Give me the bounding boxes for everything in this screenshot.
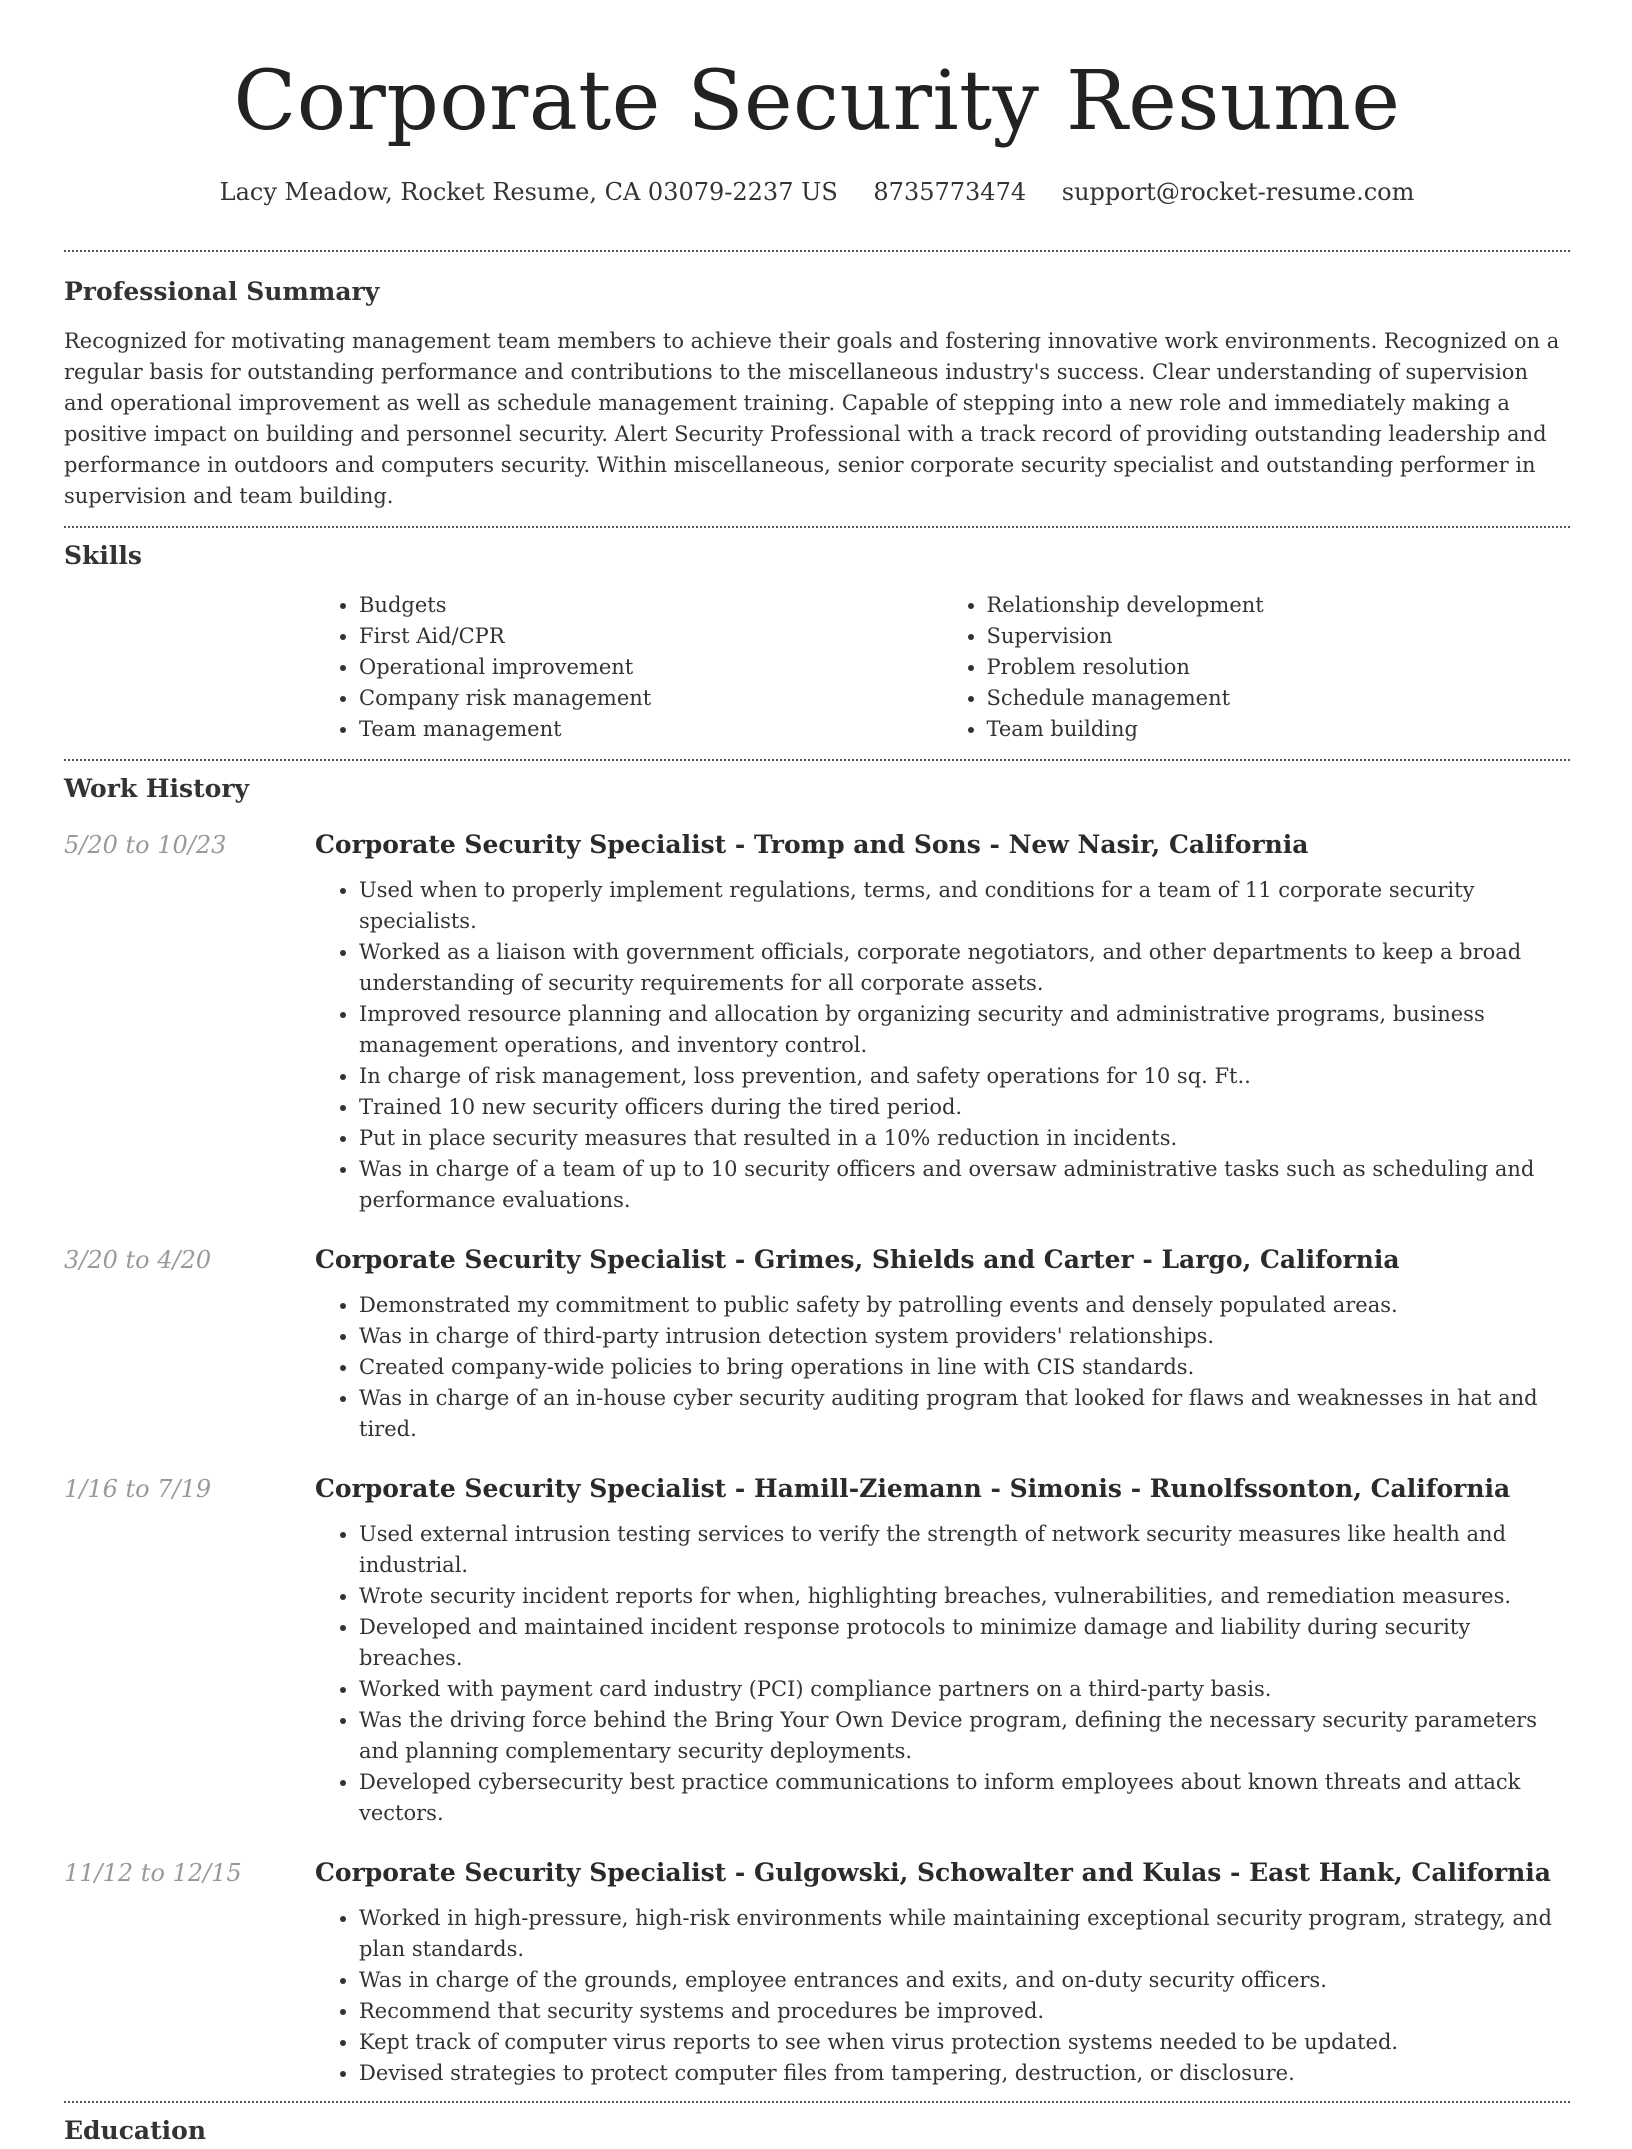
job-bullet: • Kept track of computer virus reports to see when virus protection systems needed to be updated. bbox=[359, 2027, 1570, 2058]
skills-column-right bbox=[943, 590, 1571, 745]
job-bullet: • Was in charge of a team of up to 10 security officers and oversaw administrative tasks such as scheduling and performance evaluations. bbox=[359, 1154, 1570, 1216]
job-title: Corporate Security Specialist - Hamill-Ziemann - Simonis - Runolfssonton, California bbox=[315, 1474, 1511, 1503]
job-bullets bbox=[315, 1903, 1570, 2089]
job-body bbox=[315, 827, 1570, 1216]
job-bullet: • Created company-wide policies to bring operations in line with CIS standards. bbox=[359, 1352, 1570, 1383]
summary-section bbox=[64, 252, 1570, 512]
skill-item: • Supervision bbox=[987, 621, 1571, 652]
job-bullet: • Worked as a liaison with government officials, corporate negotiators, and other departments to keep a broad understanding of security requirements for all corporate assets. bbox=[359, 937, 1570, 999]
job-bullet: • Used when to properly implement regulations, terms, and conditions for a team of 11 corporate security specialists. bbox=[359, 875, 1570, 937]
job-body bbox=[315, 1855, 1570, 2089]
skills-column-left bbox=[315, 590, 943, 745]
job-bullet: • Put in place security measures that resulted in a 10% reduction in incidents. bbox=[359, 1123, 1570, 1154]
section-heading-education: Education bbox=[64, 2116, 207, 2145]
education-section bbox=[64, 2103, 1570, 2149]
job-bullet: • Improved resource planning and allocation by organizing security and administrative programs, business management operations, and inventory control. bbox=[359, 999, 1570, 1061]
job-title: Corporate Security Specialist - Tromp and Sons - New Nasir, California bbox=[315, 830, 1309, 859]
job-bullets bbox=[315, 1519, 1570, 1829]
job-bullets bbox=[315, 875, 1570, 1216]
contact-email: support@rocket-resume.com bbox=[1061, 178, 1415, 206]
job-bullet: • Developed cybersecurity best practice communications to inform employees about known threats and attack vectors. bbox=[359, 1767, 1570, 1829]
skill-item: • Schedule management bbox=[987, 683, 1571, 714]
job-bullet: • Worked in high-pressure, high-risk environments while maintaining exceptional security program, strategy, and plan standards. bbox=[359, 1903, 1570, 1965]
job-bullet: • In charge of risk management, loss prevention, and safety operations for 10 sq. Ft.. bbox=[359, 1061, 1570, 1092]
skills-list bbox=[315, 590, 1570, 745]
skill-item: • Budgets bbox=[359, 590, 943, 621]
skill-item: • Team building bbox=[987, 714, 1571, 745]
job-bullets bbox=[315, 1290, 1570, 1445]
job-dates: 1/16 to 7/19 bbox=[64, 1475, 212, 1503]
job-bullet: • Demonstrated my commitment to public safety by patrolling events and densely populated areas. bbox=[359, 1290, 1570, 1321]
section-heading-summary: Professional Summary bbox=[64, 277, 380, 306]
skill-item: • Operational improvement bbox=[359, 652, 943, 683]
skill-item: • Team management bbox=[359, 714, 943, 745]
contact-address: Lacy Meadow, Rocket Resume, CA 03079-2237 US bbox=[219, 178, 838, 206]
work-history-section bbox=[64, 761, 1570, 2089]
job-body bbox=[315, 1242, 1570, 1445]
job-title: Corporate Security Specialist - Grimes, Shields and Carter - Largo, California bbox=[315, 1245, 1400, 1274]
job-bullet: • Was the driving force behind the Bring Your Own Device program, defining the necessary security parameters and planning complementary security deployments. bbox=[359, 1705, 1570, 1767]
job-bullet: • Devised strategies to protect computer files from tampering, destruction, or disclosure. bbox=[359, 2058, 1570, 2089]
job-bullet: • Recommend that security systems and procedures be improved. bbox=[359, 1996, 1570, 2027]
section-heading-skills: Skills bbox=[64, 541, 142, 570]
contact-line bbox=[64, 174, 1570, 210]
job-dates: 3/20 to 4/20 bbox=[64, 1246, 212, 1274]
job-bullet: • Was in charge of an in-house cyber security auditing program that looked for flaws and weaknesses in hat and tired. bbox=[359, 1383, 1570, 1445]
skill-item: • Relationship development bbox=[987, 590, 1571, 621]
job-entry bbox=[64, 827, 1570, 1216]
resume-page bbox=[64, 0, 1570, 2149]
resume-title: Corporate Security Resume bbox=[233, 54, 1401, 149]
skill-item: • First Aid/CPR bbox=[359, 621, 943, 652]
job-bullet: • Developed and maintained incident response protocols to minimize damage and liability during security breaches. bbox=[359, 1612, 1570, 1674]
skills-section bbox=[64, 528, 1570, 745]
job-dates: 11/12 to 12/15 bbox=[64, 1859, 242, 1887]
job-entry bbox=[64, 1855, 1570, 2089]
job-title: Corporate Security Specialist - Gulgowski, Schowalter and Kulas - East Hank, California bbox=[315, 1858, 1551, 1887]
job-bullet: • Was in charge of the grounds, employee entrances and exits, and on-duty security officers. bbox=[359, 1965, 1570, 1996]
job-bullet: • Wrote security incident reports for when, highlighting breaches, vulnerabilities, and remediation measures. bbox=[359, 1581, 1570, 1612]
job-body bbox=[315, 1471, 1570, 1829]
job-bullet: • Was in charge of third-party intrusion detection system providers' relationships. bbox=[359, 1321, 1570, 1352]
job-dates: 5/20 to 10/23 bbox=[64, 831, 227, 859]
job-entry bbox=[64, 1471, 1570, 1829]
job-bullet: • Used external intrusion testing services to verify the strength of network security measures like health and industrial. bbox=[359, 1519, 1570, 1581]
skill-item: • Company risk management bbox=[359, 683, 943, 714]
job-entry bbox=[64, 1242, 1570, 1445]
summary-text: Recognized for motivating management team members to achieve their goals and fostering innovative work environments. Recognized on a regular basis for outstanding performance and contributions to the miscellaneous industry's success. Clear understanding of supervision and operational improvement as well as schedule management training. Capable of stepping into a new role and immediately making a positive impact on building and personnel security. Alert Security Professional with a track record of providing outstanding leadership and performance in outdoors and computers security. Within miscellaneous, senior corporate security specialist and outstanding performer in supervision and team building. bbox=[64, 329, 1560, 508]
job-bullet: • Worked with payment card industry (PCI) compliance partners on a third-party basis. bbox=[359, 1674, 1570, 1705]
job-bullet: • Trained 10 new security officers during the tired period. bbox=[359, 1092, 1570, 1123]
skill-item: • Problem resolution bbox=[987, 652, 1571, 683]
contact-phone: 8735773474 bbox=[873, 178, 1027, 206]
section-heading-work-history: Work History bbox=[64, 774, 250, 803]
